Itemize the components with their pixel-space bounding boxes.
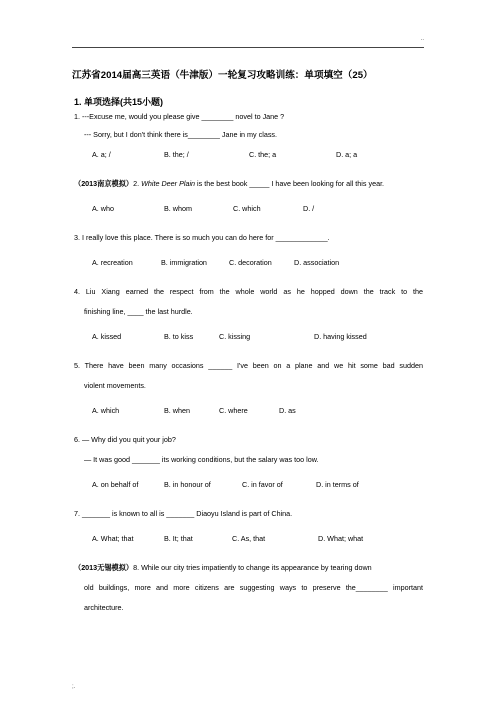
q2-option-c: C. which [233, 204, 261, 213]
q1-option-b: B. the; / [164, 150, 189, 159]
section-heading: 1. 单项选择(共15小题) [74, 97, 164, 107]
q7-option-b: B. It; that [164, 534, 193, 543]
q4-option-d: D. having kissed [314, 332, 367, 341]
q5-option-c: C. where [219, 406, 248, 415]
footer-mark: ;. [72, 684, 76, 690]
document-title: 江苏省2014届高三英语（牛津版）一轮复习攻略训练：单项填空（25） [72, 70, 373, 81]
q1-response: --- Sorry, but I don't think there is________ Jane in my class. [84, 130, 277, 139]
q6-option-b: B. in honour of [164, 480, 211, 489]
q7-option-c: C. As, that [232, 534, 266, 543]
q3-option-c: C. decoration [229, 258, 272, 267]
q4-stem-cont: finishing line, ____ the last hurdle. [84, 307, 193, 316]
q6-option-d: D. in terms of [316, 480, 359, 489]
q4-stem: 4. Liu Xiang earned the respect from the whole world as he hopped down the track to the [74, 287, 423, 296]
q1-option-c: C. the; a [249, 150, 277, 159]
q7-option-a: A. What; that [92, 534, 134, 543]
q2-option-b: B. whom [164, 204, 192, 213]
q3-option-b: B. immigration [161, 258, 207, 267]
header-rule [72, 47, 424, 48]
q3-stem: 3. I really love this place. There is so much you can do here for _____________. [74, 233, 330, 242]
q6-stem: 6. — Why did you quit your job? [74, 435, 176, 444]
q5-stem: 5. There have been many occasions ______ I've been on a plane and we hit some bad sudden [74, 361, 423, 370]
q8-stem-cont: old buildings, more and more citizens are suggesting ways to preserve the________ important [84, 583, 423, 592]
q2-number: 2. [133, 179, 142, 188]
q3-option-a: A. recreation [92, 258, 133, 267]
q6-option-a: A. on behalf of [92, 480, 139, 489]
q6-option-c: C. in favor of [242, 480, 283, 489]
q8-stem-end: architecture. [84, 603, 124, 612]
q7-option-d: D. What; what [318, 534, 364, 543]
q5-option-b: B. when [164, 406, 190, 415]
q5-option-d: D. as [279, 406, 296, 415]
q1-stem: 1. ---Excuse me, would you please give ________ novel to Jane ? [74, 112, 285, 121]
q5-stem-cont: violent movements. [84, 381, 146, 390]
q1-option-d: D. a; a [336, 150, 358, 159]
q2-option-d: D. / [303, 204, 315, 213]
q8-stem-text: 8. While our city tries impatiently to change its appearance by tearing down [133, 563, 372, 572]
q2-option-a: A. who [92, 204, 114, 213]
header-mark: .. [420, 36, 424, 42]
q2-source-tag: （2013南京模拟） [74, 179, 134, 188]
q3-option-d: D. association [294, 258, 340, 267]
q2-stem [74, 179, 384, 189]
q4-option-c: C. kissing [219, 332, 251, 341]
q8-stem [74, 563, 372, 573]
q4-option-b: B. to kiss [164, 332, 194, 341]
q1-option-a: A. a; / [92, 150, 111, 159]
q7-stem: 7. _______ is known to all is _______ Diaoyu Island is part of China. [74, 509, 293, 518]
q6-response: — It was good _______ its working conditions, but the salary was too low. [84, 455, 319, 464]
q8-source-tag: （2013无锡模拟） [74, 563, 134, 572]
q4-option-a: A. kissed [92, 332, 122, 341]
q2-book-title: White Deer Plain [141, 179, 196, 188]
q5-option-a: A. which [92, 406, 120, 415]
q2-stem-rest: is the best book _____ I have been looking for all this year. [195, 179, 385, 188]
